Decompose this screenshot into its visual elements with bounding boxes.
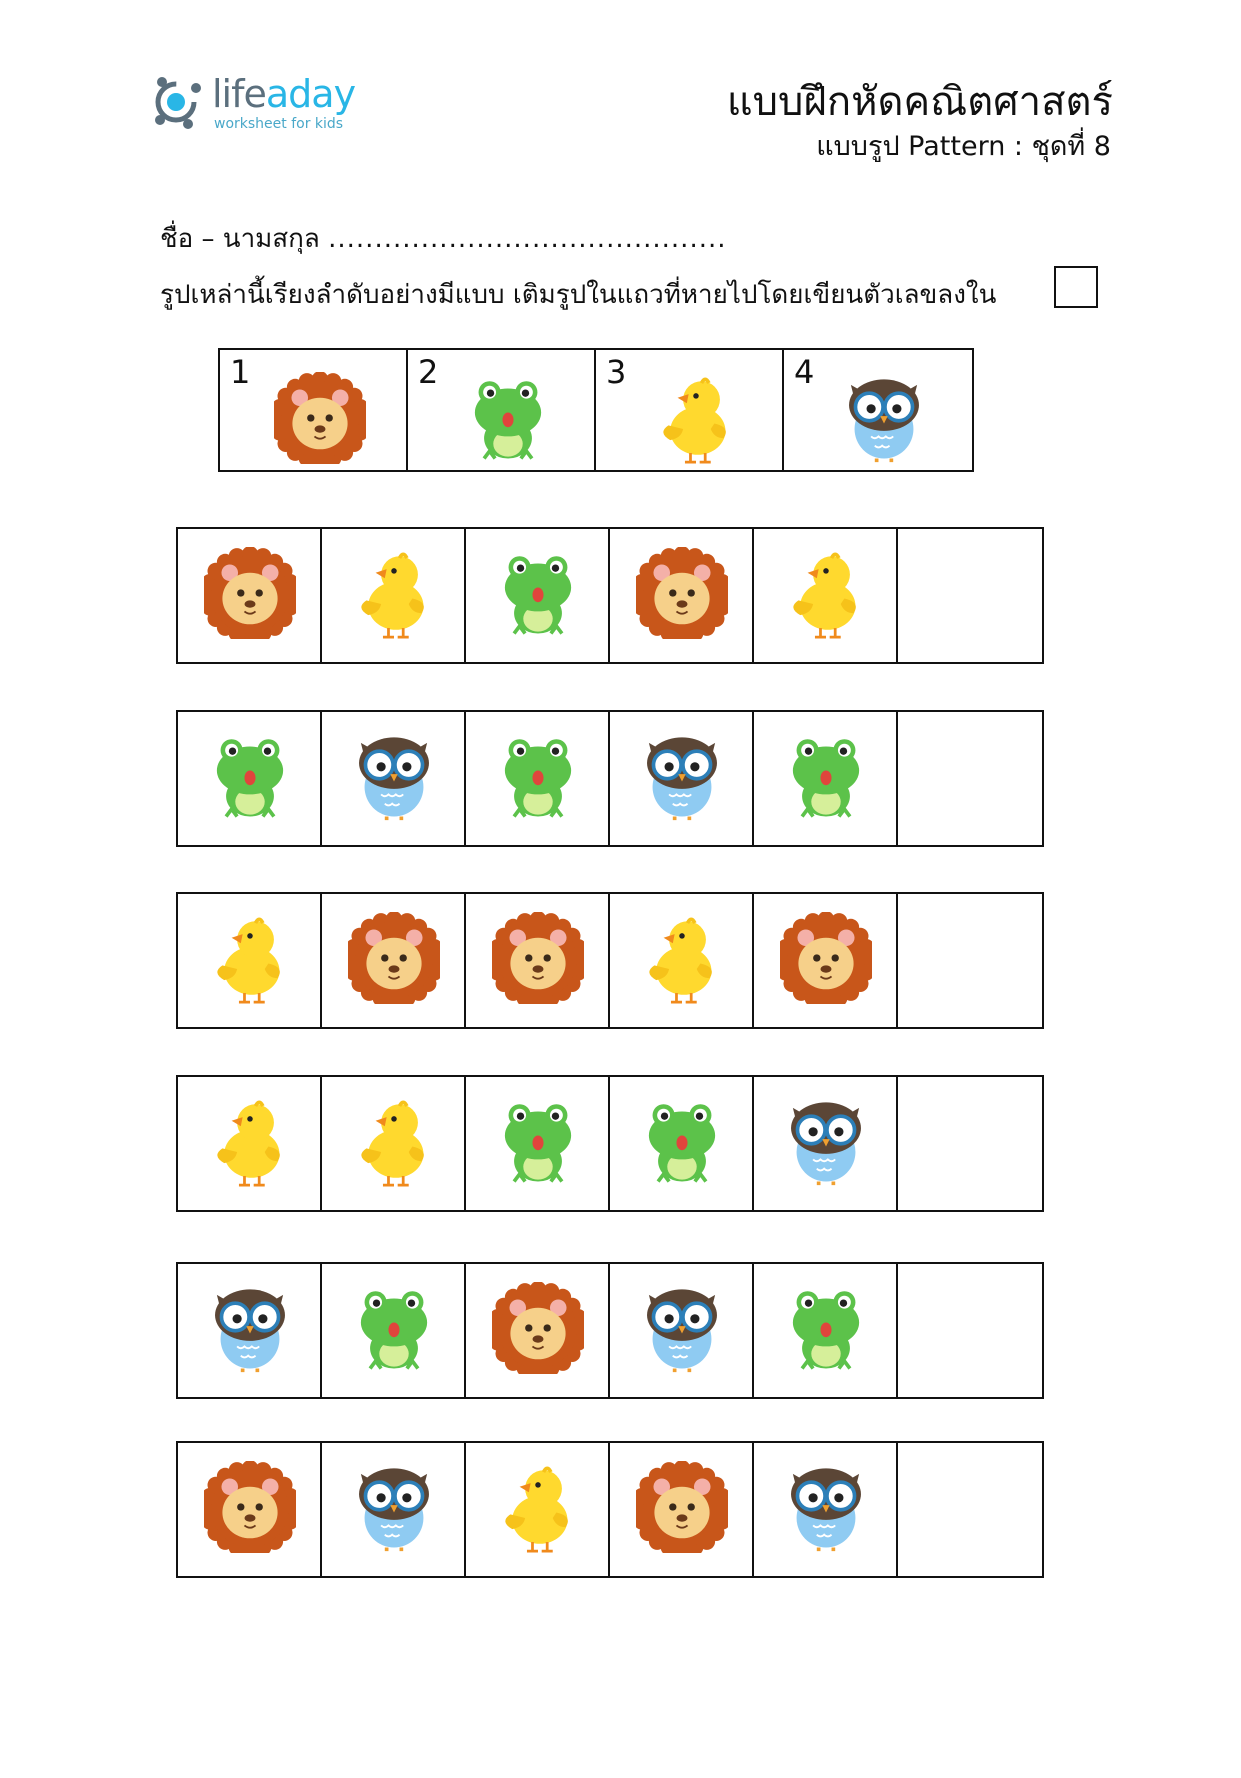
- owl-icon: [348, 1461, 440, 1553]
- pattern-cell: [466, 712, 610, 845]
- pattern-cell: [754, 712, 898, 845]
- pattern-cell: [466, 1264, 610, 1397]
- chick-icon: [204, 1095, 296, 1187]
- pattern-cell: [466, 894, 610, 1027]
- pattern-cell: [322, 712, 466, 845]
- pattern-cell: [610, 712, 754, 845]
- owl-icon: [348, 730, 440, 822]
- chick-icon: [636, 912, 728, 1004]
- key-animal: [274, 372, 366, 464]
- pattern-row: [176, 1441, 1044, 1578]
- pattern-cell: [610, 894, 754, 1027]
- animal-key-table: [218, 348, 974, 472]
- chick-icon: [204, 912, 296, 1004]
- owl-icon: [636, 1282, 728, 1374]
- lion-icon: [274, 372, 366, 464]
- key-cell-1: [220, 350, 408, 470]
- page-subtitle: แบบรูป Pattern : ชุดที่ 8: [816, 131, 1111, 162]
- pattern-cell: [610, 529, 754, 662]
- pattern-cell: [466, 529, 610, 662]
- lion-icon: [780, 912, 872, 1004]
- pattern-cell: [178, 1077, 322, 1210]
- name-label: ชื่อ – นามสกุล: [160, 224, 320, 254]
- pattern-cell: [178, 712, 322, 845]
- lion-icon: [204, 547, 296, 639]
- lion-icon: [492, 912, 584, 1004]
- frog-icon: [462, 372, 554, 464]
- lion-icon: [636, 1461, 728, 1553]
- logo-tagline: worksheet for kids: [214, 116, 344, 132]
- name-field[interactable]: [160, 222, 727, 256]
- answer-cell[interactable]: [898, 529, 1042, 662]
- frog-icon: [780, 1282, 872, 1374]
- key-number: 1: [230, 353, 251, 391]
- key-animal: [650, 372, 742, 464]
- key-animal: [462, 372, 554, 464]
- lion-icon: [492, 1282, 584, 1374]
- frog-icon: [492, 730, 584, 822]
- pattern-cell: [178, 894, 322, 1027]
- pattern-cell: [322, 529, 466, 662]
- frog-icon: [780, 730, 872, 822]
- logo-network-icon: [150, 72, 208, 132]
- instruction-text: รูปเหล่านี้เรียงลำดับอย่างมีแบบ เติมรูปในแถวที่หายไปโดยเขียนตัวเลขลงใน: [160, 280, 997, 310]
- lifeaday-logo: [150, 70, 380, 140]
- owl-icon: [204, 1282, 296, 1374]
- answer-cell[interactable]: [898, 1443, 1042, 1576]
- owl-icon: [780, 1095, 872, 1187]
- pattern-row: [176, 892, 1044, 1029]
- pattern-cell: [610, 1077, 754, 1210]
- chick-icon: [780, 547, 872, 639]
- pattern-row: [176, 710, 1044, 847]
- lion-icon: [348, 912, 440, 1004]
- pattern-cell: [610, 1443, 754, 1576]
- pattern-cell: [754, 1077, 898, 1210]
- pattern-cell: [178, 529, 322, 662]
- frog-icon: [348, 1282, 440, 1374]
- pattern-cell: [178, 1264, 322, 1397]
- pattern-cell: [754, 1264, 898, 1397]
- chick-icon: [348, 1095, 440, 1187]
- pattern-cell: [754, 894, 898, 1027]
- key-number: 4: [794, 353, 815, 391]
- chick-icon: [650, 372, 742, 464]
- key-number: 3: [606, 353, 627, 391]
- frog-icon: [492, 547, 584, 639]
- key-cell-3: [596, 350, 784, 470]
- frog-icon: [204, 730, 296, 822]
- pattern-row: [176, 527, 1044, 664]
- page-title: แบบฝึกหัดคณิตศาสตร์: [726, 79, 1113, 125]
- key-cell-4: [784, 350, 972, 470]
- answer-cell[interactable]: [898, 1077, 1042, 1210]
- answer-cell[interactable]: [898, 712, 1042, 845]
- pattern-row: [176, 1262, 1044, 1399]
- pattern-cell: [178, 1443, 322, 1576]
- frog-icon: [636, 1095, 728, 1187]
- name-dots: ...........................................: [328, 224, 727, 254]
- key-cell-2: [408, 350, 596, 470]
- key-animal: [838, 372, 930, 464]
- pattern-cell: [322, 1077, 466, 1210]
- chick-icon: [492, 1461, 584, 1553]
- owl-icon: [838, 372, 930, 464]
- answer-box-example: [1054, 266, 1098, 308]
- owl-icon: [780, 1461, 872, 1553]
- pattern-cell: [754, 1443, 898, 1576]
- pattern-cell: [754, 529, 898, 662]
- pattern-cell: [466, 1443, 610, 1576]
- pattern-cell: [466, 1077, 610, 1210]
- pattern-cell: [322, 1264, 466, 1397]
- lion-icon: [636, 547, 728, 639]
- owl-icon: [636, 730, 728, 822]
- pattern-cell: [322, 1443, 466, 1576]
- chick-icon: [348, 547, 440, 639]
- answer-cell[interactable]: [898, 1264, 1042, 1397]
- frog-icon: [492, 1095, 584, 1187]
- pattern-cell: [322, 894, 466, 1027]
- pattern-row: [176, 1075, 1044, 1212]
- key-number: 2: [418, 353, 439, 391]
- pattern-cell: [610, 1264, 754, 1397]
- logo-wordmark: lifeaday: [212, 72, 356, 116]
- answer-cell[interactable]: [898, 894, 1042, 1027]
- lion-icon: [204, 1461, 296, 1553]
